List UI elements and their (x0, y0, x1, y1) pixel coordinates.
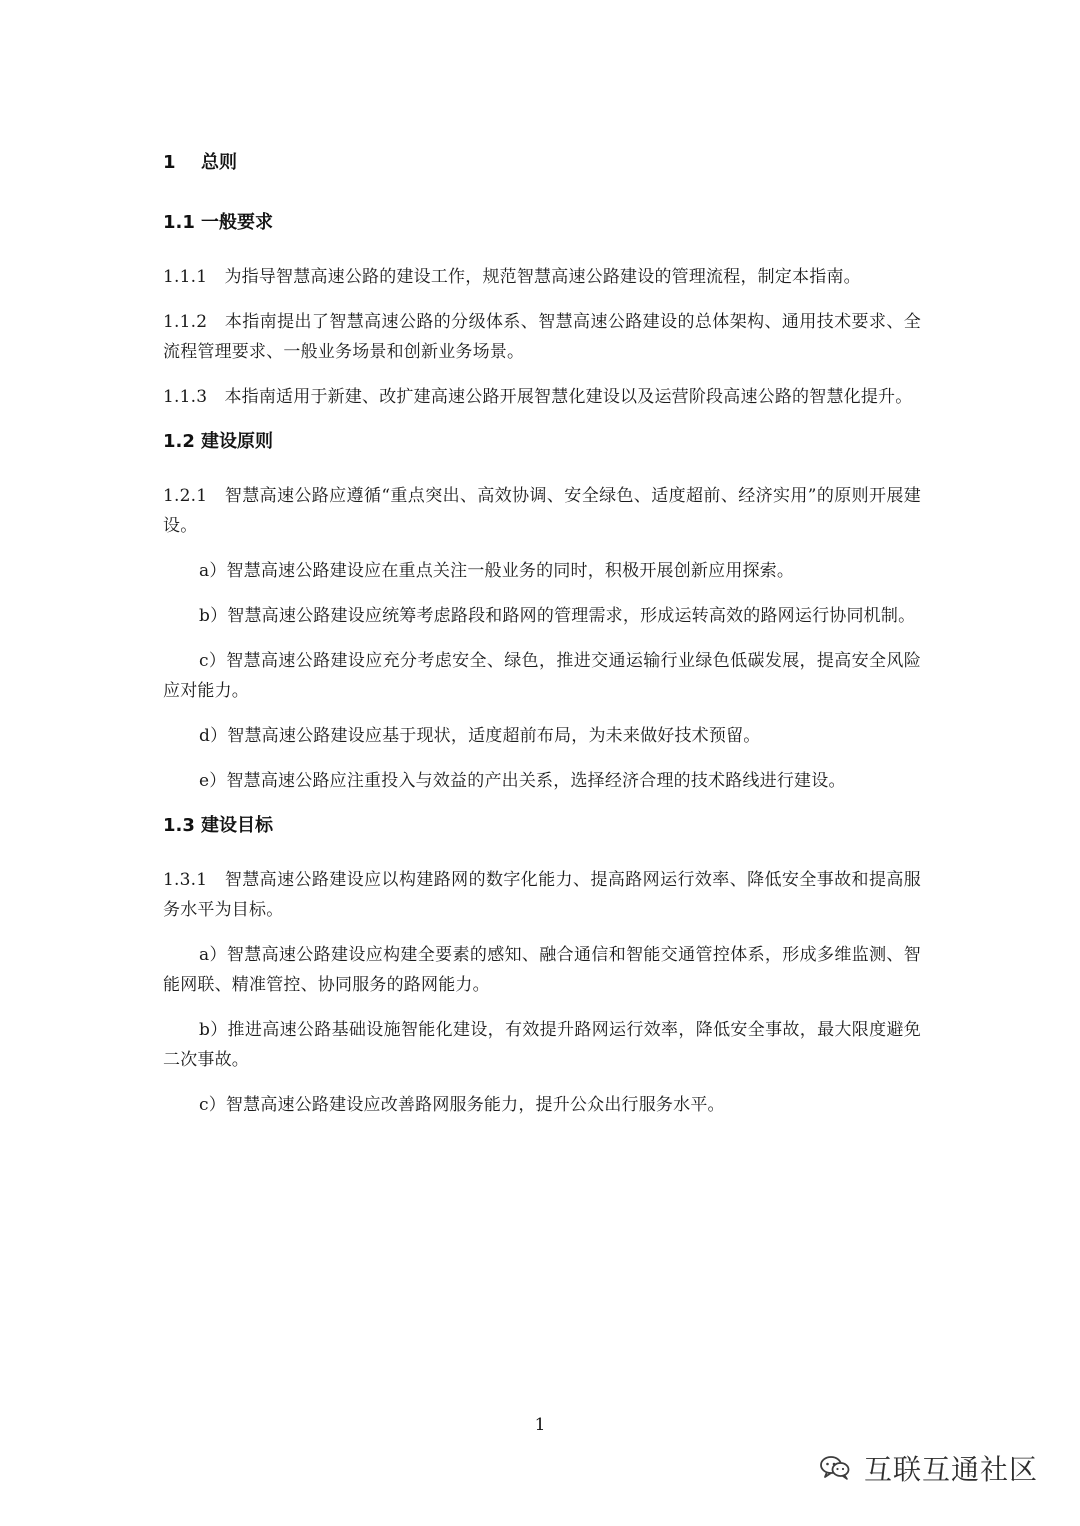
subsection-number: 1.3 (163, 815, 195, 836)
clause-1-3-1: 1.3.1 智慧高速公路建设应以构建路网的数字化能力、提高路网运行效率、降低安全事故和提高服务水平为目标。 (163, 870, 921, 920)
list-item-c: c）智慧高速公路建设应改善路网服务能力，提升公众出行服务水平。 (199, 1095, 725, 1115)
subsection-title: 一般要求 (201, 212, 273, 233)
list-item-b: b）智慧高速公路建设应统筹考虑路段和路网的管理需求，形成运转高效的路网运行协同机制。 (199, 606, 916, 626)
clause-1-1-2: 1.1.2 本指南提出了智慧高速公路的分级体系、智慧高速公路建设的总体架构、通用技术要求、全流程管理要求、一般业务场景和创新业务场景。 (163, 312, 921, 362)
document-content (163, 148, 921, 1135)
subsection-heading-1-2 (163, 427, 921, 457)
watermark (818, 1448, 1038, 1488)
list-item-b: b）推进高速公路基础设施智能化建设，有效提升路网运行效率，降低安全事故，最大限度避免二次事故。 (163, 1020, 921, 1070)
clause-1-1-1: 1.1.1 为指导智慧高速公路的建设工作，规范智慧高速公路建设的管理流程，制定本指南。 (163, 267, 861, 287)
watermark-text: 互联互通社区 (863, 1453, 1038, 1486)
clause-1-1-3: 1.1.3 本指南适用于新建、改扩建高速公路开展智慧化建设以及运营阶段高速公路的智慧化提升。 (163, 387, 913, 407)
list-item-d: d）智慧高速公路建设应基于现状，适度超前布局，为未来做好技术预留。 (199, 726, 761, 746)
clause-1-2-1: 1.2.1 智慧高速公路应遵循“重点突出、高效协调、安全绿色、适度超前、经济实用”的原则开展建设。 (163, 486, 921, 536)
list-item-a: a）智慧高速公路建设应在重点关注一般业务的同时，积极开展创新应用探索。 (199, 561, 795, 581)
section-number: 1 (163, 152, 176, 173)
subsection-heading-1-1 (163, 208, 921, 238)
subsection-number: 1.1 (163, 212, 195, 233)
subsection-title: 建设原则 (201, 431, 273, 452)
subsection-number: 1.2 (163, 431, 195, 452)
subsection-heading-1-3 (163, 811, 921, 841)
wechat-logo-icon (818, 1453, 854, 1483)
list-item-c: c）智慧高速公路建设应充分考虑安全、绿色，推进交通运输行业绿色低碳发展，提高安全风险应对能力。 (163, 651, 921, 701)
subsection-title: 建设目标 (201, 815, 273, 836)
section-heading-1 (163, 148, 921, 178)
section-title: 总则 (201, 152, 237, 173)
page-number: 1 (534, 1415, 546, 1435)
list-item-a: a）智慧高速公路建设应构建全要素的感知、融合通信和智能交通管控体系，形成多维监测、智能网联、精准管控、协同服务的路网能力。 (163, 945, 921, 995)
list-item-e: e）智慧高速公路应注重投入与效益的产出关系，选择经济合理的技术路线进行建设。 (199, 771, 846, 791)
